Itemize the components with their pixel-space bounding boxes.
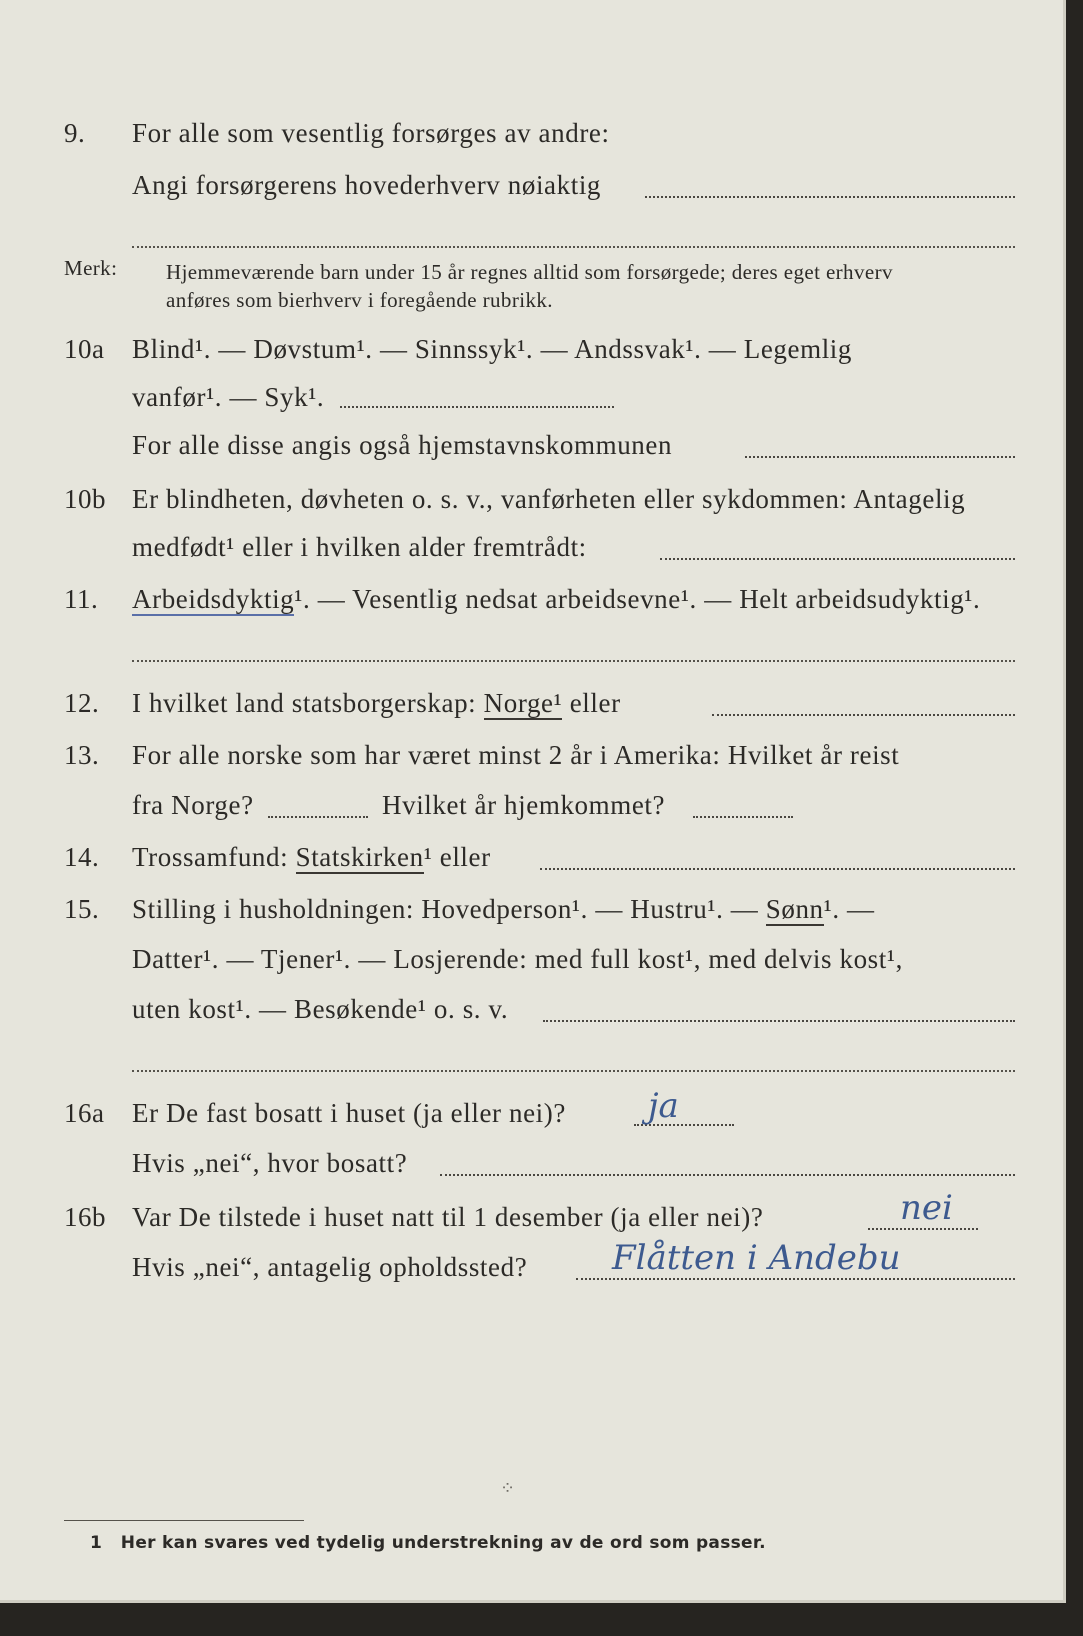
q14-prefix: Trossamfund: <box>132 842 289 872</box>
q16a-line2: Hvis „nei“, hvor bosatt? <box>132 1148 408 1178</box>
question-number-10b: 10b <box>64 484 106 514</box>
question-number-10a: 10a <box>64 334 105 364</box>
q13-line2a: fra Norge? <box>132 790 254 820</box>
question-number-14: 14. <box>64 842 100 872</box>
q16b-line2: Hvis „nei“, antagelig opholdssted? <box>132 1252 528 1282</box>
question-number-16a: 16a <box>64 1098 105 1128</box>
q12-line <box>132 688 621 719</box>
q11-line <box>132 584 980 615</box>
q15-underlined-answer: Sønn <box>765 894 824 924</box>
q10a-line2: vanfør¹. — Syk¹. <box>132 382 325 412</box>
q16a-handwritten-answer: ja <box>648 1086 679 1126</box>
question-number-11: 11. <box>64 584 99 614</box>
q14-underlined-answer: Statskirken <box>295 842 424 872</box>
q16b-line1: Var De tilstede i huset natt til 1 desember (ja eller nei)? <box>132 1202 764 1232</box>
q10a-line3: For alle disse angis også hjemstavnskommunen <box>132 430 673 460</box>
q16b-opholdssted-line[interactable] <box>576 1278 1015 1280</box>
question-number-16b: 16b <box>64 1202 106 1232</box>
question-number-13: 13. <box>64 740 100 770</box>
q11-answer-line[interactable] <box>132 660 1015 662</box>
q15-answer-line[interactable] <box>543 1020 1015 1022</box>
question-number-15: 15. <box>64 894 100 924</box>
q15-answer-line-2[interactable] <box>132 1070 1015 1072</box>
q11-rest: ¹. — Vesentlig nedsat arbeidsevne¹. — Helt arbeidsudyktig¹. <box>294 584 981 614</box>
q16b-handwritten-place: Flåtten i Andebu <box>612 1238 901 1278</box>
q13-line2b: Hvilket år hjemkommet? <box>382 790 666 820</box>
merk-label: Merk: <box>64 256 118 280</box>
merk-line2: anføres som bierhverv i foregående rubrikk. <box>166 288 553 312</box>
q14-suffix: ¹ eller <box>423 842 491 872</box>
q14-answer-line[interactable] <box>540 868 1015 870</box>
q9-answer-line-2[interactable] <box>132 246 1015 248</box>
q10b-answer-line[interactable] <box>660 558 1015 560</box>
q12-underlined-answer: Norge¹ <box>483 688 563 718</box>
q16a-bosatt-line[interactable] <box>440 1174 1015 1176</box>
q16a-line1: Er De fast bosatt i huset (ja eller nei)? <box>132 1098 566 1128</box>
q10b-line2: medfødt¹ eller i hvilken alder fremtrådt: <box>132 532 587 562</box>
q13-hjemkommet-line[interactable] <box>693 816 793 818</box>
q15-line1a: Stilling i husholdningen: Hovedperson¹. — Hustru¹. — <box>132 894 759 924</box>
q15-line3: uten kost¹. — Besøkende¹ o. s. v. <box>132 994 509 1024</box>
ink-smudge: ⁘ <box>500 1478 516 1498</box>
footnote <box>90 1533 766 1553</box>
q9-line2: Angi forsørgerens hovederhverv nøiaktig <box>132 170 602 200</box>
question-number-12: 12. <box>64 688 100 718</box>
q12-suffix: eller <box>569 688 621 718</box>
merk-line1: Hjemmeværende barn under 15 år regnes alltid som forsørgede; deres eget erhverv <box>166 260 893 284</box>
q16b-handwritten-answer: nei <box>900 1188 953 1228</box>
q12-prefix: I hvilket land statsborgerskap: <box>132 688 477 718</box>
question-number-9: 9. <box>64 118 86 148</box>
q13-line1: For alle norske som har været minst 2 år i Amerika: Hvilket år reist <box>132 740 900 770</box>
q15-line2: Datter¹. — Tjener¹. — Losjerende: med full kost¹, med delvis kost¹, <box>132 944 903 974</box>
footnote-divider <box>64 1520 304 1521</box>
footnote-text: Her kan svares ved tydelig understrekning av de ord som passer. <box>120 1533 766 1553</box>
footnote-marker: 1 <box>90 1533 103 1553</box>
q10a-line1: Blind¹. — Døvstum¹. — Sinnssyk¹. — Andssvak¹. — Legemlig <box>132 334 853 364</box>
q12-answer-line[interactable] <box>712 714 1015 716</box>
q14-line <box>132 842 491 873</box>
q9-line1: For alle som vesentlig forsørges av andre: <box>132 118 610 148</box>
q16b-answer-line[interactable] <box>868 1228 978 1230</box>
q10b-line1: Er blindheten, døvheten o. s. v., vanførheten eller sykdommen: Antagelig <box>132 484 966 514</box>
q9-answer-line[interactable] <box>645 196 1015 198</box>
q10a-kommune-line[interactable] <box>745 456 1015 458</box>
q10a-answer-line[interactable] <box>340 406 614 408</box>
q11-underlined-answer: Arbeidsdyktig <box>132 584 295 614</box>
q15-line1 <box>132 894 875 925</box>
q15-line1b: ¹. — <box>823 894 875 924</box>
q13-reist-line[interactable] <box>268 816 368 818</box>
